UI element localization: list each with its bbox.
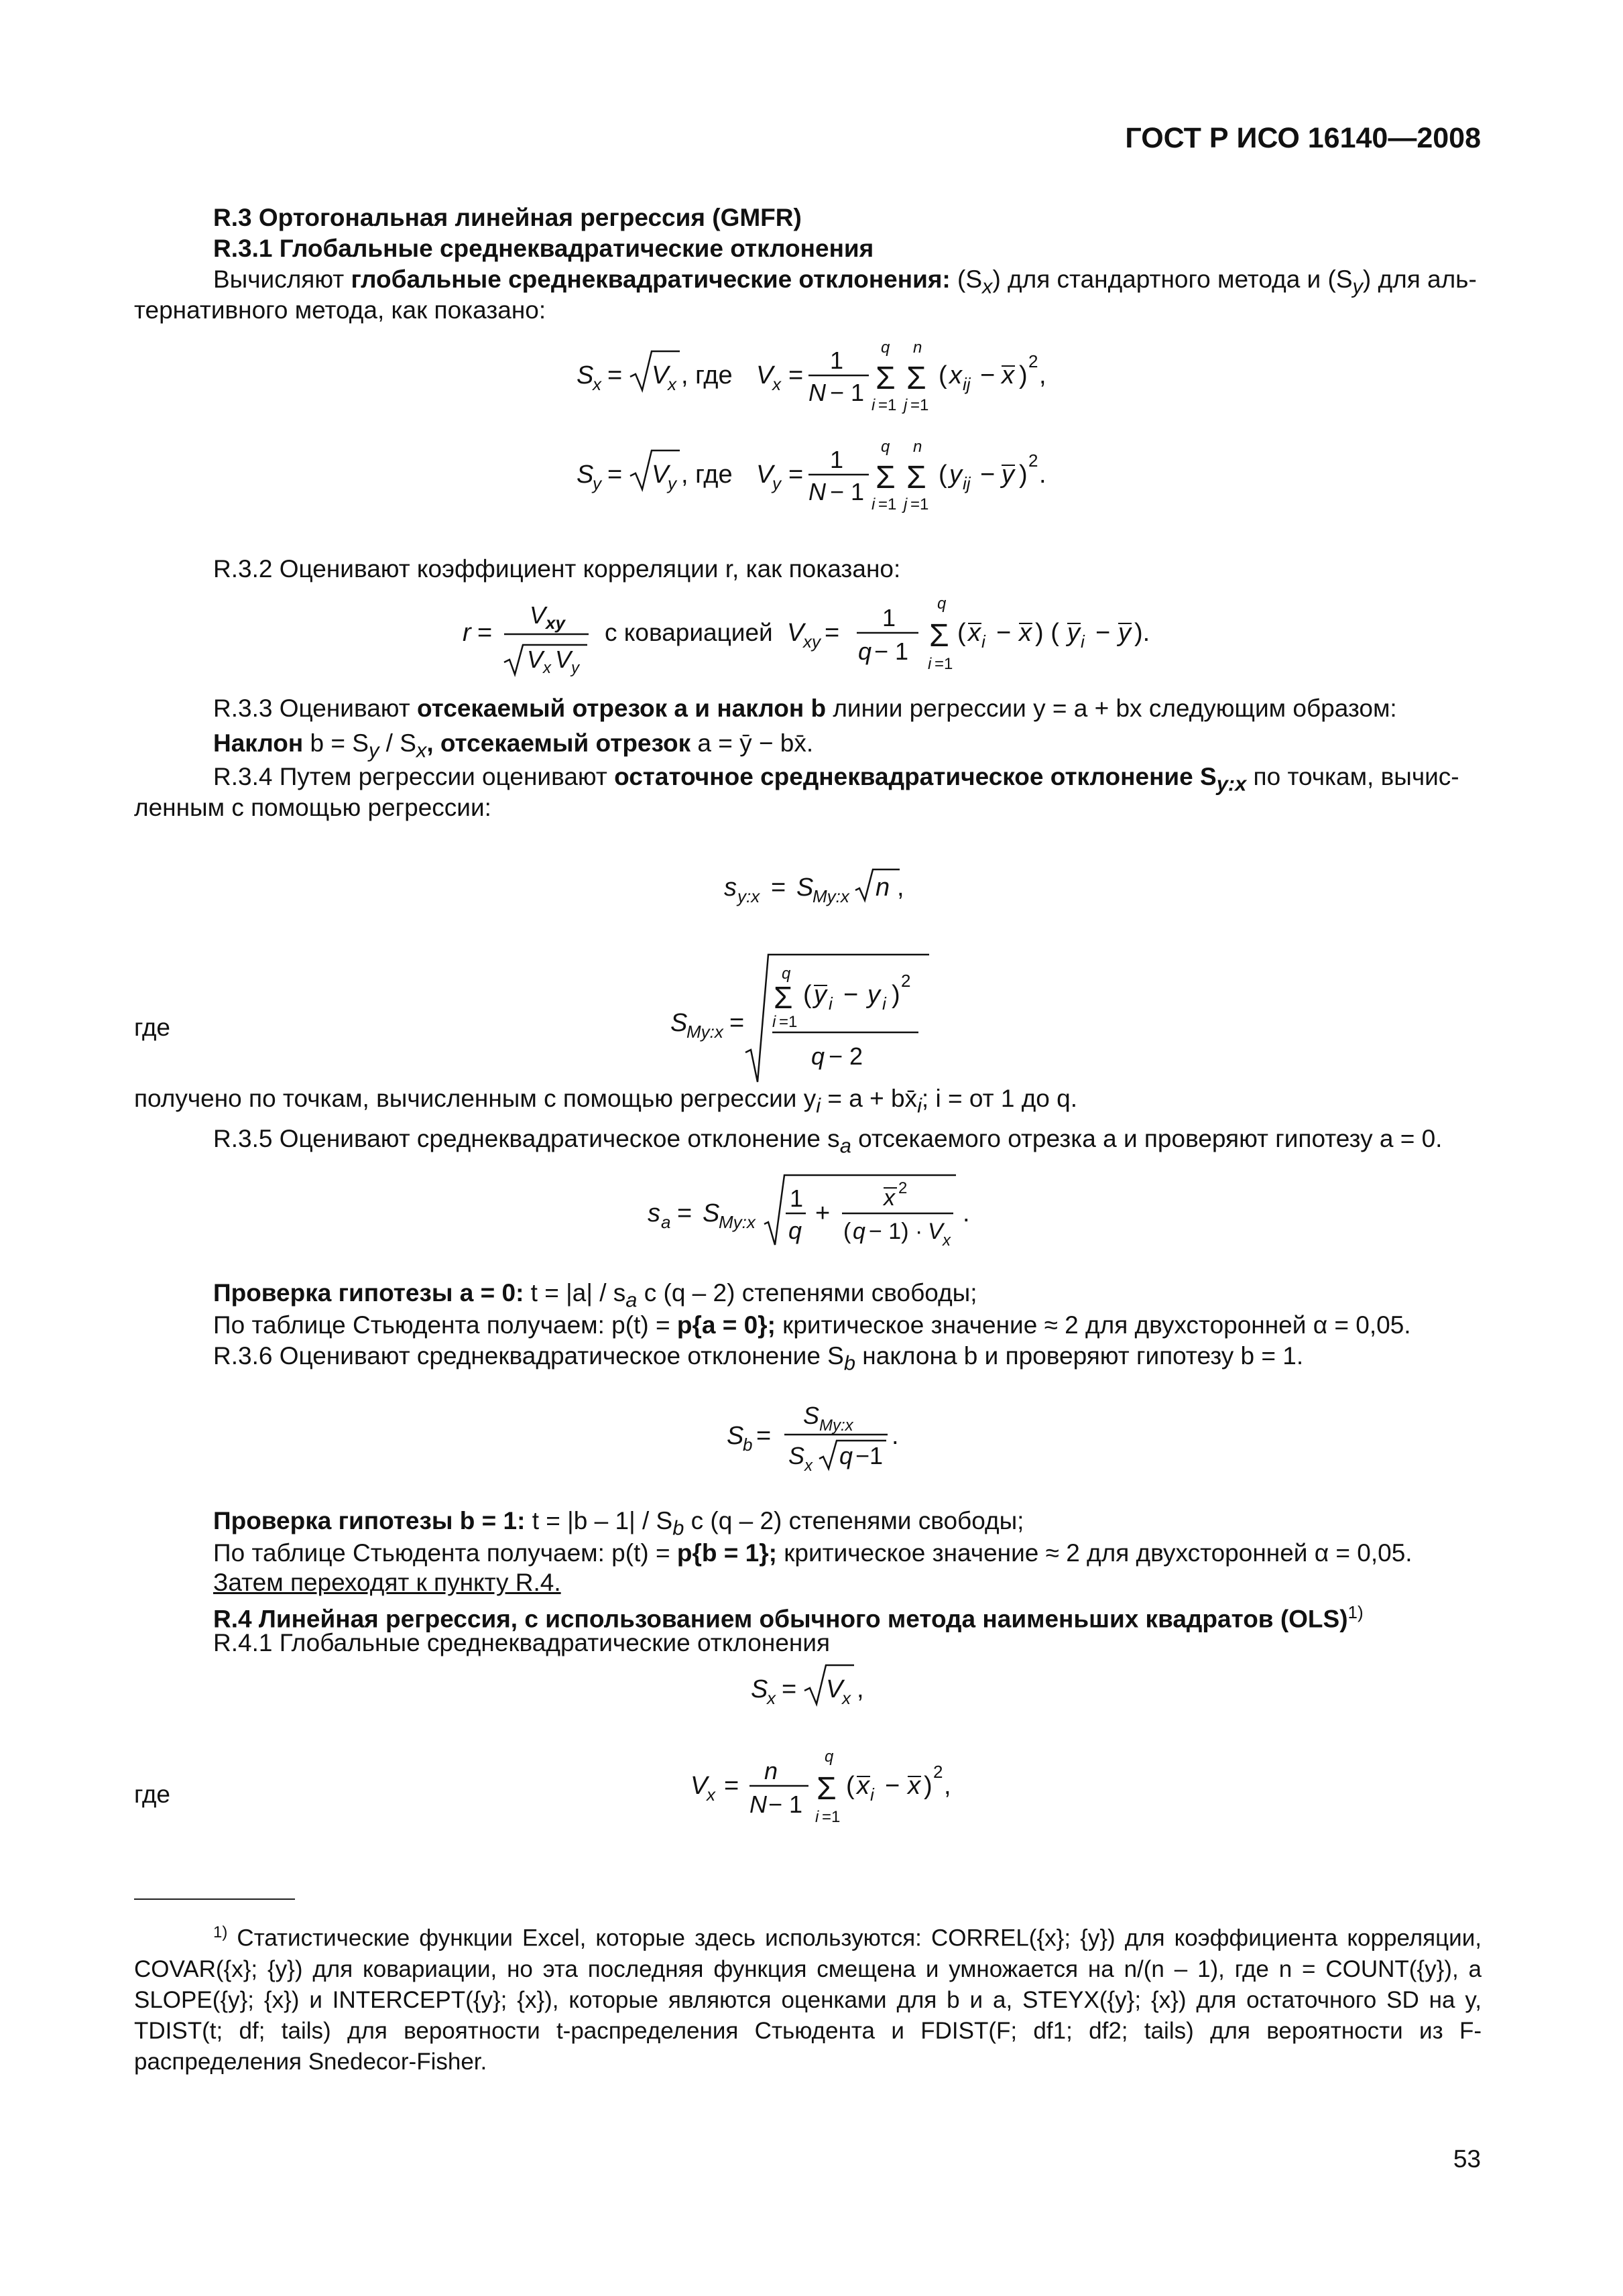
svg-text:s: s — [724, 873, 737, 902]
svg-text:− 1: − 1 — [830, 379, 865, 406]
svg-text:−: − — [980, 361, 996, 389]
svg-text:−: − — [980, 461, 996, 489]
svg-text:n: n — [764, 1757, 778, 1785]
svg-text:− 1: − 1 — [830, 478, 865, 505]
svg-text:).: ). — [1134, 619, 1150, 647]
svg-text:, где: , где — [681, 361, 733, 389]
svg-text:(: ( — [846, 1772, 855, 1800]
svg-text:=1: =1 — [910, 396, 929, 414]
section-r3-1-title: R.3.1 Глобальные среднеквадратические отклонения — [213, 235, 874, 262]
svg-text:y:x: y:x — [737, 886, 760, 906]
svg-text:q: q — [853, 1219, 865, 1244]
svg-text:(: ( — [939, 361, 947, 389]
svg-text:1: 1 — [882, 604, 896, 631]
svg-text:−: − — [1095, 619, 1111, 647]
svg-text:=: = — [788, 361, 804, 389]
svg-text:q: q — [839, 1442, 853, 1469]
equation-r4-vx — [690, 1743, 1012, 1836]
svg-text:Σ: Σ — [906, 460, 926, 495]
svg-text:q: q — [858, 638, 872, 665]
svg-text:,: , — [857, 1675, 864, 1703]
svg-text:V: V — [527, 646, 544, 673]
svg-text:n: n — [913, 438, 922, 456]
svg-text:=1: =1 — [910, 495, 929, 513]
svg-text:(: ( — [957, 619, 966, 647]
svg-text:i: i — [928, 655, 932, 673]
svg-text:): ) — [924, 1772, 933, 1800]
svg-text:Σ: Σ — [774, 980, 793, 1015]
r3-5-paragraph: R.3.5 Оценивают среднеквадратическое отклонение $s_a$ отсекаемого отрезка a и проверяют гипотезу a = 0. — [213, 1125, 1443, 1158]
svg-text:q: q — [937, 595, 947, 613]
svg-text:S: S — [751, 1675, 768, 1703]
svg-text:V: V — [756, 361, 774, 389]
svg-text:− 2: − 2 — [829, 1042, 863, 1070]
section-r4-title: R.4 Линейная регрессия, с использованием обычного метода наименьших квадратов (OLS)$^{1)}$ — [213, 1602, 1364, 1633]
svg-text:y: y — [1002, 461, 1014, 489]
svg-text:V: V — [530, 601, 546, 629]
svg-text:.: . — [1039, 461, 1046, 489]
svg-text:x: x — [908, 1772, 920, 1800]
svg-text:−: − — [843, 981, 859, 1009]
svg-text:x: x — [857, 1772, 869, 1800]
where-label-2: где — [134, 1780, 171, 1808]
svg-text:2: 2 — [933, 1762, 943, 1782]
svg-text:y: y — [1067, 619, 1080, 647]
svg-text:a: a — [661, 1212, 671, 1232]
svg-text:−1: −1 — [855, 1442, 884, 1469]
svg-text:i: i — [870, 1785, 874, 1805]
svg-text:y: y — [949, 461, 962, 489]
svg-text:Σ: Σ — [876, 460, 896, 495]
svg-text:(: ( — [843, 1219, 851, 1244]
svg-text:N: N — [808, 379, 826, 406]
svg-text:i: i — [871, 495, 876, 513]
student-table-b1-line: По таблице Стьюдента получаем: p(t) = p{b = 1}; критическое значение ≈ 2 для двухсторонней α = 0,05. — [213, 1539, 1412, 1567]
svg-text:i: i — [829, 993, 833, 1014]
svg-text:x: x — [842, 1688, 851, 1708]
svg-text:q: q — [788, 1217, 802, 1244]
svg-text:i: i — [1081, 631, 1085, 652]
svg-text:,: , — [897, 873, 904, 902]
svg-text:S: S — [703, 1199, 720, 1227]
r3-4-paragraph-line2: ленным с помощью регрессии: — [134, 794, 491, 821]
svg-text:− 1) ·: − 1) · — [869, 1219, 923, 1244]
footnote: $^{1)}$ Статистические функции Excel, которые здесь используются: CORREL({x}; {y}) для коэффициента корреляции, COVAR({x}; {y}) для ковариации, но эта последняя функция смещена и умножается на n/(n – 1), где n = COUNT({y}), а SLOPE({y}; {x}) и INTERCEPT({y}; {x}), которые являются оценками для b и a, STEYX({y}; {x}) для остаточного SD на y, TDIST(t; df; tails) для вероятности t-распределения Стьюдента и FDIST(F; df1; df2; tails) для вероятности из F-распределения Snedecor-Fisher. — [134, 1923, 1482, 2075]
svg-text:=1: =1 — [822, 1808, 841, 1826]
equation-sx — [577, 335, 1086, 428]
svg-text:S: S — [727, 1422, 744, 1450]
svg-text:,: , — [944, 1772, 951, 1800]
svg-text:My:x: My:x — [819, 1416, 853, 1435]
svg-text:V: V — [652, 461, 669, 489]
svg-text:y: y — [1118, 619, 1131, 647]
svg-text:=1: =1 — [878, 495, 897, 513]
goto-r4-link[interactable]: Затем переходят к пункту R.4. — [213, 1569, 561, 1596]
svg-text:−: − — [996, 619, 1012, 647]
svg-text:j: j — [904, 396, 908, 414]
r3-1-paragraph-line1: Вычисляют глобальные среднеквадратические отклонения: $(S_x)$ для стандартного метода и $(S_y)$ для аль- — [213, 265, 1477, 298]
svg-text:i: i — [871, 396, 876, 414]
svg-text:x: x — [884, 1185, 895, 1211]
svg-text:2: 2 — [1028, 351, 1038, 371]
svg-text:− 1: − 1 — [768, 1791, 803, 1818]
svg-text:.: . — [963, 1199, 970, 1227]
svg-text:1: 1 — [790, 1185, 804, 1212]
svg-text:q: q — [881, 438, 890, 456]
svg-text:(: ( — [939, 461, 947, 489]
svg-text:S: S — [788, 1442, 805, 1469]
svg-text:x: x — [707, 1785, 715, 1805]
svg-text:V: V — [787, 619, 804, 647]
svg-text:S: S — [796, 873, 814, 902]
footnote-rule — [134, 1898, 295, 1900]
r3-3-paragraph: R.3.3 Оценивают отсекаемый отрезок a и наклон b линии регрессии y = a + bx следующим образом: — [213, 694, 1397, 722]
svg-text:+: + — [815, 1199, 831, 1227]
r3-6-paragraph: R.3.6 Оценивают среднеквадратическое отклонение $S_b$ наклона b и проверяют гипотезу b = 1. — [213, 1342, 1304, 1375]
svg-text:i: i — [772, 1013, 776, 1031]
r3-4-paragraph-line1: R.3.4 Путем регрессии оценивают остаточное среднеквадратическое отклонение $S_{y:x}$ по точкам, вычис- — [213, 763, 1459, 796]
svg-text:Σ: Σ — [876, 361, 896, 396]
svg-text:=: = — [756, 1422, 772, 1450]
svg-text:=: = — [771, 873, 786, 902]
section-r3-title: R.3 Ортогональная линейная регрессия (GMFR) — [213, 204, 802, 231]
regression-points-line: получено по точкам, вычисленным с помощью регрессии $y_i = a$ + $bx̄_i$; i = от 1 до q. — [134, 1085, 1078, 1117]
svg-text:q: q — [881, 339, 890, 357]
svg-text:xy: xy — [546, 613, 565, 633]
svg-text:y: y — [772, 473, 781, 493]
svg-text:, где: , где — [681, 461, 733, 489]
svg-text:x: x — [767, 1688, 776, 1708]
svg-text:N: N — [808, 478, 826, 505]
svg-text:n: n — [876, 873, 890, 902]
standard-header: ГОСТ Р ИСО 16140—2008 — [1125, 122, 1481, 154]
svg-text:ij: ij — [963, 473, 971, 493]
svg-text:q: q — [825, 1748, 834, 1766]
equation-smyx — [670, 952, 952, 1092]
svg-text:1: 1 — [830, 446, 844, 473]
svg-text:y: y — [571, 659, 579, 677]
svg-text:Σ: Σ — [929, 618, 949, 654]
svg-text:=1: =1 — [935, 655, 953, 673]
svg-text:V: V — [756, 461, 774, 489]
equation-sy — [577, 434, 1086, 528]
svg-text:=: = — [477, 619, 493, 647]
svg-text:x: x — [543, 659, 551, 677]
svg-text:N: N — [749, 1791, 767, 1818]
r3-2-paragraph: R.3.2 Оценивают коэффициент корреляции r, как показано: — [213, 555, 901, 583]
equation-sb — [727, 1393, 928, 1486]
svg-text:i: i — [882, 993, 886, 1014]
where-label-1: где — [134, 1014, 171, 1041]
svg-text:Σ: Σ — [906, 361, 926, 396]
svg-text:.: . — [892, 1422, 899, 1450]
svg-text:n: n — [913, 339, 922, 357]
svg-text:=: = — [677, 1199, 693, 1227]
svg-text:x: x — [593, 374, 601, 394]
svg-text:=1: =1 — [779, 1013, 798, 1031]
svg-text:,: , — [1039, 361, 1046, 389]
svg-text:2: 2 — [901, 971, 911, 991]
svg-text:My:x: My:x — [719, 1212, 756, 1232]
equation-r4-sx — [751, 1663, 925, 1722]
svg-text:=: = — [782, 1675, 797, 1703]
svg-text:i: i — [981, 631, 985, 652]
svg-text:=1: =1 — [878, 396, 897, 414]
svg-text:x: x — [1002, 361, 1014, 389]
svg-text:ij: ij — [963, 374, 971, 394]
equation-r — [463, 590, 1200, 690]
svg-text:1: 1 — [830, 347, 844, 374]
svg-text:=: = — [825, 619, 840, 647]
svg-text:x: x — [968, 619, 981, 647]
svg-text:): ) — [1019, 361, 1028, 389]
svg-text:j: j — [904, 495, 908, 513]
svg-text:− 1: − 1 — [874, 638, 909, 665]
svg-text:r: r — [463, 619, 471, 647]
svg-text:x: x — [804, 1457, 813, 1475]
svg-text:y: y — [593, 473, 601, 493]
svg-text:My:x: My:x — [813, 886, 849, 906]
equation-sa — [648, 1166, 996, 1266]
svg-text:=: = — [729, 1009, 745, 1037]
svg-text:x: x — [668, 374, 676, 394]
svg-text:xy: xy — [803, 631, 821, 652]
svg-text:y: y — [867, 981, 880, 1009]
svg-text:S: S — [577, 461, 594, 489]
svg-text:S: S — [670, 1009, 688, 1037]
svg-text:): ) — [892, 981, 900, 1009]
section-r4-1-title: R.4.1 Глобальные среднеквадратические отклонения — [213, 1629, 831, 1656]
svg-text:S: S — [803, 1402, 820, 1429]
svg-text:V: V — [928, 1219, 943, 1244]
svg-text:i: i — [815, 1808, 819, 1826]
svg-text:(: ( — [803, 981, 812, 1009]
svg-text:=: = — [724, 1772, 739, 1800]
page-number: 53 — [1453, 2145, 1481, 2173]
svg-text:V: V — [555, 646, 572, 673]
svg-text:V: V — [690, 1772, 708, 1800]
svg-text:q: q — [811, 1042, 825, 1070]
svg-text:=: = — [607, 461, 623, 489]
svg-text:) (: ) ( — [1035, 619, 1059, 647]
svg-text:q: q — [782, 965, 791, 983]
svg-text:x: x — [943, 1231, 951, 1250]
equation-syx — [724, 865, 939, 918]
r3-1-paragraph-line2: тернативного метода, как показано: — [134, 296, 546, 324]
hypothesis-b1-line: Проверка гипотезы b = 1: $t = |b - 1| / S_b$ с (q – 2) степенями свободы; — [213, 1507, 1024, 1540]
svg-text:S: S — [577, 361, 594, 389]
svg-text:V: V — [826, 1675, 843, 1703]
svg-text:2: 2 — [898, 1179, 908, 1197]
student-table-a0-line: По таблице Стьюдента получаем: p(t) = p{a = 0}; критическое значение ≈ 2 для двухсторонней α = 0,05. — [213, 1311, 1411, 1339]
svg-text:x: x — [949, 361, 962, 389]
svg-text:y: y — [814, 981, 827, 1009]
svg-text:x: x — [772, 374, 781, 394]
svg-text:=: = — [788, 461, 804, 489]
svg-text:b: b — [743, 1435, 753, 1455]
svg-text:Σ: Σ — [817, 1771, 837, 1807]
slope-intercept-line: Наклон $b = S_y / S_x$, отсекаемый отрезок a = ȳ − bx̄. — [213, 729, 814, 762]
svg-text:=: = — [607, 361, 623, 389]
hypothesis-a0-line: Проверка гипотезы a = 0: $t = |a| / s_a$ с (q – 2) степенями свободы; — [213, 1279, 977, 1312]
svg-text:V: V — [652, 361, 669, 389]
svg-text:с ковариацией: с ковариацией — [605, 619, 773, 646]
svg-text:x: x — [1019, 619, 1032, 647]
svg-text:My:x: My:x — [686, 1022, 723, 1042]
svg-text:y: y — [668, 473, 676, 493]
svg-text:s: s — [648, 1199, 660, 1227]
svg-text:−: − — [885, 1772, 900, 1800]
svg-text:): ) — [1019, 461, 1028, 489]
svg-text:2: 2 — [1028, 450, 1038, 471]
